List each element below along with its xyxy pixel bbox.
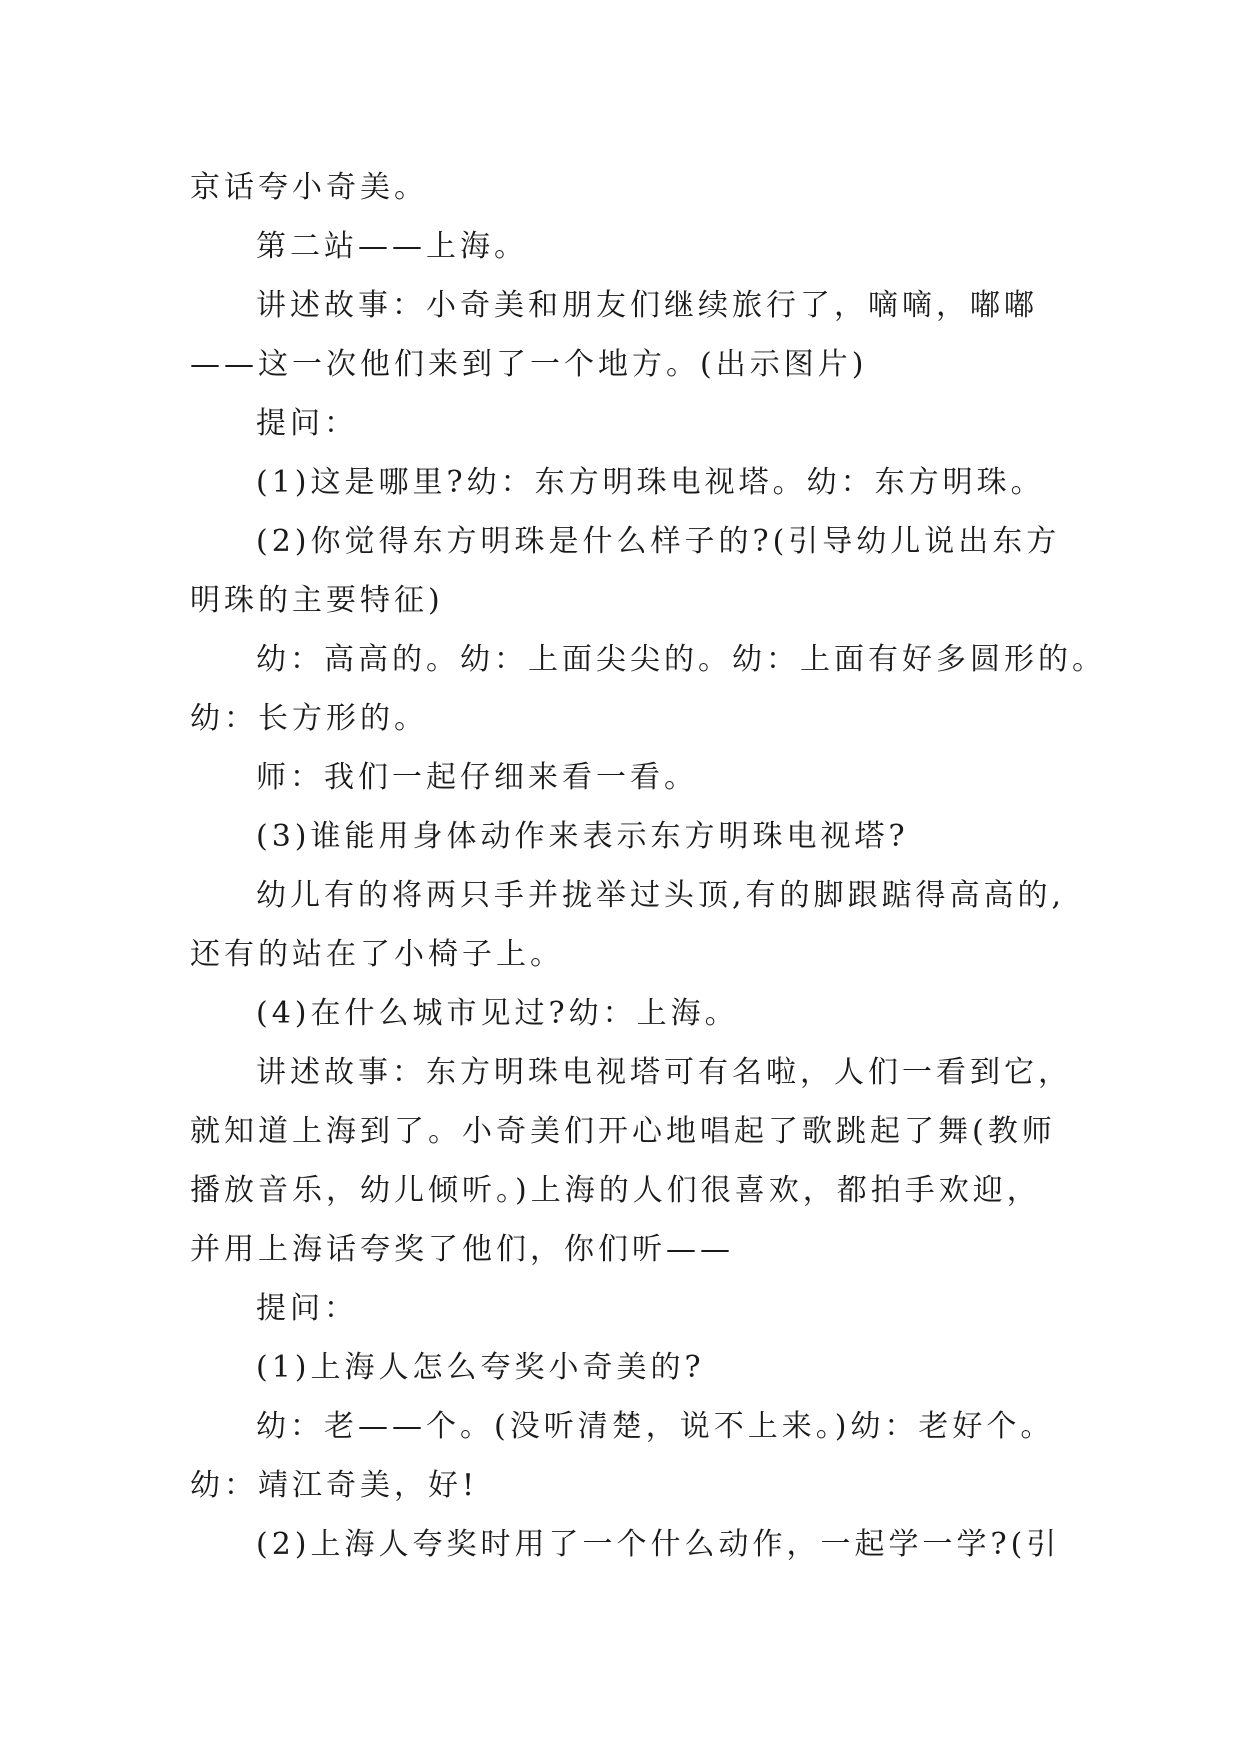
text-line: 京话夸小奇美。 xyxy=(190,170,428,205)
text-line: 播放音乐，幼儿倾听。)上海的人们很喜欢，都拍手欢迎， xyxy=(190,1173,1041,1208)
text-line: 幼：老——个。(没听清楚，说不上来。)幼：老好个。 xyxy=(256,1409,1055,1444)
text-line: 幼：高高的。幼：上面尖尖的。幼：上面有好多圆形的。 xyxy=(256,642,1106,677)
text-line: (3)谁能用身体动作来表示东方明珠电视塔? xyxy=(256,819,909,854)
text-line: 讲述故事：小奇美和朋友们继续旅行了，嘀嘀，嘟嘟 xyxy=(256,288,1038,323)
document-body xyxy=(190,158,1106,1574)
text-line: 并用上海话夸奖了他们，你们听—— xyxy=(190,1232,734,1267)
text-line: 师：我们一起仔细来看一看。 xyxy=(256,760,698,795)
text-line: 提问： xyxy=(256,1291,358,1326)
text-line: 就知道上海到了。小奇美们开心地唱起了歌跳起了舞(教师 xyxy=(190,1114,1056,1149)
text-line: (2)上海人夸奖时用了一个什么动作，一起学一学?(引 xyxy=(256,1527,1061,1562)
text-line: 提问： xyxy=(256,406,358,441)
text-line: (1)这是哪里?幼：东方明珠电视塔。幼：东方明珠。 xyxy=(256,465,1045,500)
text-line: 明珠的主要特征) xyxy=(190,583,444,618)
text-line: (1)上海人怎么夸奖小奇美的? xyxy=(256,1350,705,1385)
text-line: 幼：靖江奇美，好! xyxy=(190,1468,479,1503)
text-line: ——这一次他们来到了一个地方。(出示图片) xyxy=(190,347,868,382)
text-line: 幼儿有的将两只手并拢举过头顶,有的脚跟踮得高高的, xyxy=(256,878,1066,913)
text-line: 讲述故事：东方明珠电视塔可有名啦，人们一看到它， xyxy=(256,1055,1072,1090)
text-line: (2)你觉得东方明珠是什么样子的?(引导幼儿说出东方 xyxy=(256,524,1061,559)
text-line: 还有的站在了小椅子上。 xyxy=(190,937,564,972)
text-line: 第二站——上海。 xyxy=(256,229,528,264)
text-line: (4)在什么城市见过?幼：上海。 xyxy=(256,996,739,1031)
text-line: 幼：长方形的。 xyxy=(190,701,428,736)
